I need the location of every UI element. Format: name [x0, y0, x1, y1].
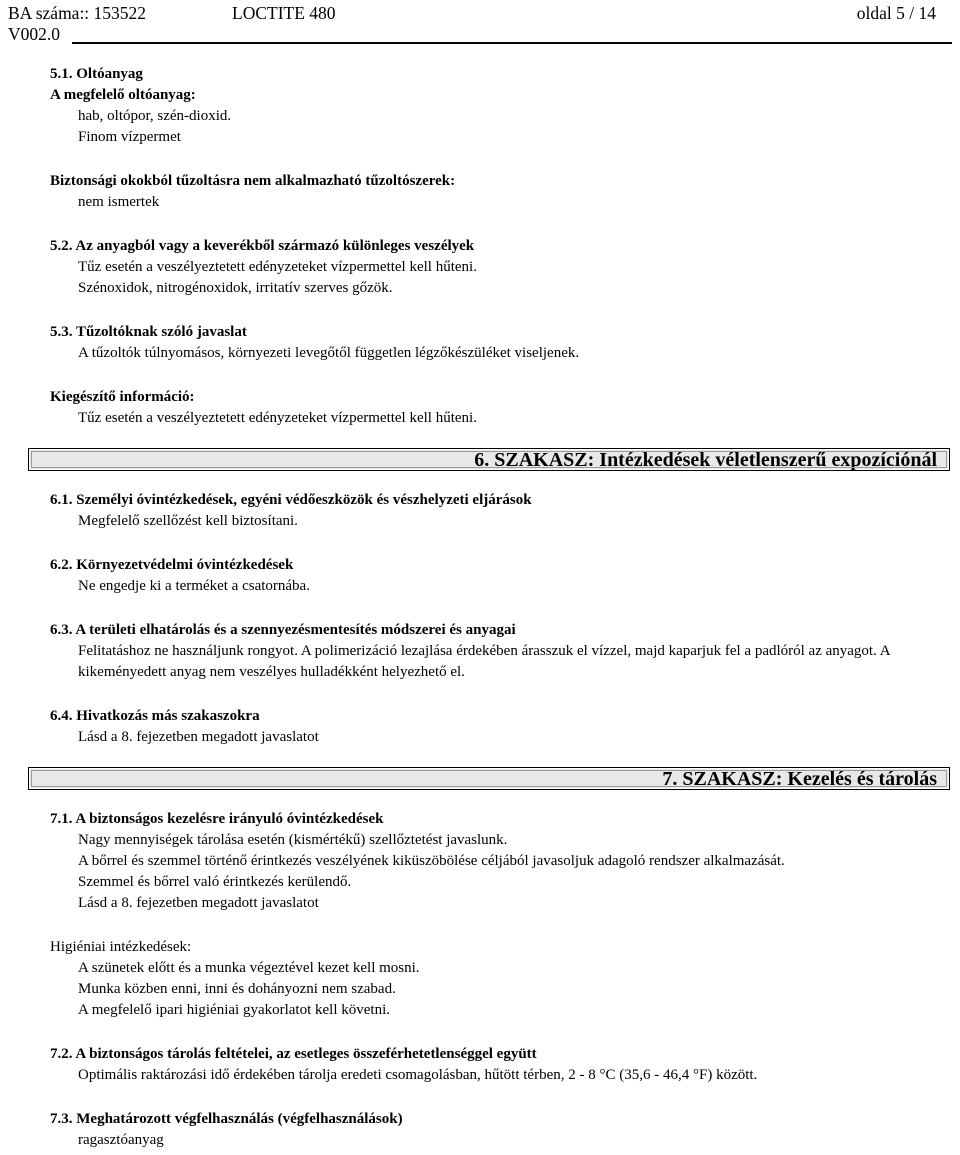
s6-3-paragraph: Felitatáshoz ne használjunk rongyot. A polimerizáció lezajlása érdekében árasszuk el vízzel, majd kaparjuk fel a padlóról az anyagot. A kikeményedett anyag nem veszélyes hulladékként helyezhető el. [78, 643, 890, 680]
hygiene-line-1: A szünetek előtt és a munka végeztével kezet kell mosni. [78, 960, 420, 976]
s6-2-line: Ne engedje ki a terméket a csatornába. [78, 578, 310, 594]
s5-1-suitable-2: Finom vízpermet [78, 129, 181, 145]
s5-3-title: 5.3. Tűzoltóknak szóló javaslat [50, 324, 247, 340]
s6-3-title: 6.3. A területi elhatárolás és a szennyezésmentesítés módszerei és anyagai [50, 622, 516, 638]
s5-2-line-2: Szénoxidok, nitrogénoxidok, irritatív szerves gőzök. [78, 280, 393, 296]
header-rule [72, 42, 952, 44]
hygiene-line-2: Munka közben enni, inni és dohányozni nem szabad. [78, 981, 396, 997]
page-header [8, 0, 952, 46]
s5-2-title: 5.2. Az anyagból vagy a keverékből származó különleges veszélyek [50, 238, 475, 254]
s5-extra-line-1: Tűz esetén a veszélyeztetett edényzeteket vízpermettel kell hűteni. [78, 410, 477, 426]
s7-2-line: Optimális raktározási idő érdekében tárolja eredeti csomagolásban, hűtött térben, 2 - 8 °C (35,6 - 46,4 °F) között. [78, 1067, 758, 1083]
section-7-heading-text: 7. SZAKASZ: Kezelés és tárolás [662, 768, 937, 790]
hygiene-label: Higiéniai intézkedések: [50, 939, 192, 955]
s6-4-line: Lásd a 8. fejezetben megadott javaslatot [78, 729, 319, 745]
s6-1-title: 6.1. Személyi óvintézkedések, egyéni védőeszközök és vészhelyzeti eljárások [50, 492, 532, 508]
s5-1-title: 5.1. Oltóanyag [50, 66, 143, 82]
s6-1-line: Megfelelő szellőzést kell biztosítani. [78, 513, 298, 529]
version-label: V002.0 [8, 24, 61, 44]
s5-3-line-1: A tűzoltók túlnyomásos, környezeti levegőtől független légzőkészüléket viseljenek. [78, 345, 580, 361]
s7-1-line-3: Szemmel és bőrrel való érintkezés kerülendő. [78, 874, 352, 890]
s5-2-line-1: Tűz esetén a veszélyeztetett edényzeteket vízpermettel kell hűteni. [78, 259, 477, 275]
s5-extra-title: Kiegészítő információ: [50, 389, 195, 405]
s6-4-title: 6.4. Hivatkozás más szakaszokra [50, 708, 260, 724]
s7-2-title: 7.2. A biztonságos tárolás feltételei, az esetleges összeférhetetlenséggel együtt [50, 1046, 537, 1062]
product-name: LOCTITE 480 [232, 3, 336, 23]
section-6-heading-text: 6. SZAKASZ: Intézkedések véletlenszerű expozíciónál [474, 449, 937, 471]
s6-2-title: 6.2. Környezetvédelmi óvintézkedések [50, 557, 294, 573]
hygiene-line-3: A megfelelő ipari higiéniai gyakorlatot kell követni. [78, 1002, 390, 1018]
ba-number: BA száma:: 153522 [8, 3, 147, 23]
s5-1-unsuitable-1: nem ismertek [78, 194, 160, 210]
section-6-heading [28, 448, 950, 471]
s5-1-suitable-1: hab, oltópor, szén-dioxid. [78, 108, 232, 124]
s7-1-line-4: Lásd a 8. fejezetben megadott javaslatot [78, 895, 319, 911]
s5-1-suitable-label: A megfelelő oltóanyag: [50, 87, 196, 103]
s7-1-line-1: Nagy mennyiségek tárolása esetén (kismértékű) szellőztetést javaslunk. [78, 832, 508, 848]
document-body [50, 64, 950, 1151]
s7-3-line: ragasztóanyag [78, 1132, 164, 1148]
s5-1-unsuitable-label: Biztonsági okokból tűzoltásra nem alkalmazható tűzoltószerek: [50, 173, 456, 189]
page-number: oldal 5 / 14 [856, 3, 936, 23]
s7-1-line-2: A bőrrel és szemmel történő érintkezés veszélyének kiküszöbölése céljából javasoljuk adagoló rendszer alkalmazását. [78, 853, 785, 869]
s7-1-title: 7.1. A biztonságos kezelésre irányuló óvintézkedések [50, 811, 384, 827]
s7-3-title: 7.3. Meghatározott végfelhasználás (végfelhasználások) [50, 1111, 403, 1127]
section-7-heading [28, 767, 950, 790]
